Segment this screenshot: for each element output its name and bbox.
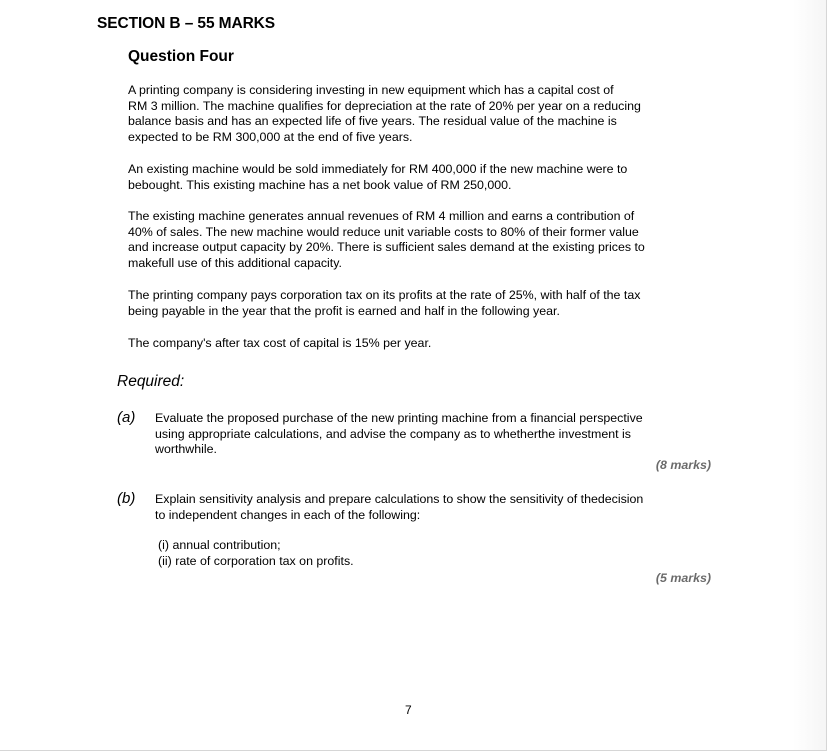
item-a-marks: (8 marks) bbox=[655, 458, 711, 472]
text-line: worthwhile. bbox=[155, 442, 217, 457]
item-a-label: (a) bbox=[117, 409, 136, 426]
text-line: A printing company is considering investing in new equipment which has a capital cost of bbox=[128, 83, 614, 97]
sublist-item: (i) annual contribution; bbox=[158, 538, 281, 552]
paragraph-3 bbox=[128, 209, 718, 271]
page-number: 7 bbox=[405, 703, 412, 717]
item-b-text bbox=[155, 492, 643, 523]
sublist-item: (ii) rate of corporation tax on profits. bbox=[158, 553, 354, 568]
item-b-label: (b) bbox=[117, 490, 136, 507]
text-line: being payable in the year that the profit is earned and half in the following year. bbox=[128, 303, 560, 318]
text-line: using appropriate calculations, and advise the company as to whetherthe investment is bbox=[155, 426, 631, 441]
text-line: 40% of sales. The new machine would reduce unit variable costs to 80% of their former value bbox=[128, 224, 639, 239]
item-b-marks: (5 marks) bbox=[655, 571, 711, 585]
question-title: Question Four bbox=[128, 48, 234, 65]
item-b-sublist bbox=[158, 538, 354, 569]
section-title: SECTION B – 55 MARKS bbox=[97, 15, 276, 32]
item-a-text bbox=[155, 411, 643, 458]
text-line: Explain sensitivity analysis and prepare calculations to show the sensitivity of thedecision bbox=[155, 492, 644, 506]
text-line: Evaluate the proposed purchase of the new printing machine from a financial perspective bbox=[155, 411, 643, 425]
paragraph-5 bbox=[128, 336, 718, 352]
paragraph-1 bbox=[128, 83, 718, 145]
text-line: The existing machine generates annual revenues of RM 4 million and earns a contribution of bbox=[128, 209, 635, 223]
text-line: The printing company pays corporation tax on its profits at the rate of 25%, with half of the tax bbox=[128, 288, 641, 302]
paragraph-2 bbox=[128, 162, 718, 193]
text-line: and increase output capacity by 20%. There is sufficient sales demand at the existing prices to bbox=[128, 240, 645, 255]
text-line: RM 3 million. The machine qualifies for depreciation at the rate of 20% per year on a reducing bbox=[128, 98, 641, 113]
text-line: bebought. This existing machine has a net book value of RM 250,000. bbox=[128, 177, 512, 192]
text-line: balance basis and has an expected life of five years. The residual value of the machine is bbox=[128, 114, 617, 129]
paragraph-4 bbox=[128, 288, 718, 319]
required-heading: Required: bbox=[117, 373, 185, 390]
text-line: The company's after tax cost of capital is 15% per year. bbox=[128, 336, 432, 350]
text-line: expected to be RM 300,000 at the end of five years. bbox=[128, 129, 413, 144]
text-line: An existing machine would be sold immediately for RM 400,000 if the new machine were to bbox=[128, 162, 628, 176]
text-line: makefull use of this additional capacity. bbox=[128, 255, 342, 270]
text-line: to independent changes in each of the following: bbox=[155, 507, 421, 522]
